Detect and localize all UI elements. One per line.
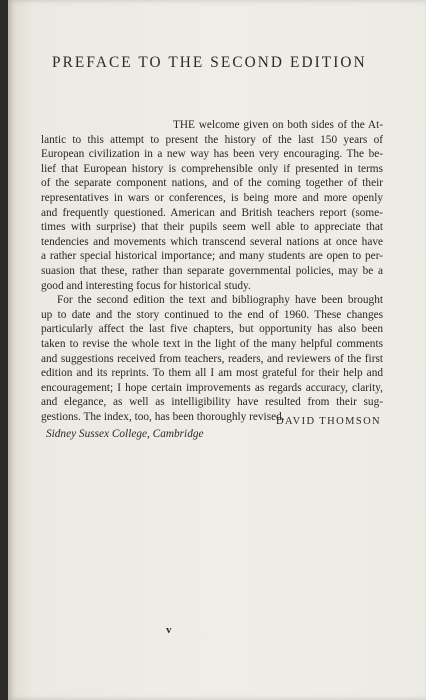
text-line: suasion that these, rather than separate governmental policies, may be a [41,264,383,277]
text-line: gestions. The index, too, has been thoroughly revised. [41,410,285,423]
text-line: and frequently questioned. American and British teachers report (some- [41,206,383,219]
text-line: For the second edition the text and bibliography have been brought [57,294,383,307]
text-line: tendencies and movements which transcend several nations at once have [41,235,383,248]
text-line: a rather special historical importance; and many students are open to per- [41,250,383,263]
text-line: up to date and the story continued to the end of 1960. These changes [41,308,383,321]
text-line: representatives in wars or conferences, is being more and more openly [41,191,383,204]
text-line: edition and its reprints. To them all I am most grateful for their help and [41,367,383,380]
author-location: Sidney Sussex College, Cambridge [46,428,204,440]
page-heading: PREFACE TO THE SECOND EDITION [52,54,367,71]
text-line: of the separate component nations, and of the coming together of their [41,177,383,190]
text-line: times with surprise) that their pupils seem well able to appreciate that [41,221,383,234]
preface-body [41,118,383,424]
text-line: lantic to this attempt to present the history of the last 150 years of [41,133,383,146]
text-line: good and interesting focus for historical study. [41,279,251,292]
book-page [8,0,426,700]
page-number: v [166,624,172,636]
text-line: THE welcome given on both sides of the At- [173,119,383,131]
author-signature: DAVID THOMSON [276,416,382,427]
text-line: particularly affect the last five chapters, but opportunity has also been [41,323,383,336]
text-line: and suggestions received from teachers, readers, and reviewers of the first [41,352,383,365]
text-line: European civilization in a new way has been very encouraging. The be- [41,148,383,161]
text-line: taken to revise the whole text in the light of the many helpful comments [41,337,383,350]
text-line: encouragement; I hope certain improvements as regards accuracy, clarity, [41,381,383,394]
text-line: and elegance, as well as intelligibility have resulted from their sug- [41,396,383,409]
text-line: lief that European history is comprehensible only if presented in terms [41,162,383,175]
